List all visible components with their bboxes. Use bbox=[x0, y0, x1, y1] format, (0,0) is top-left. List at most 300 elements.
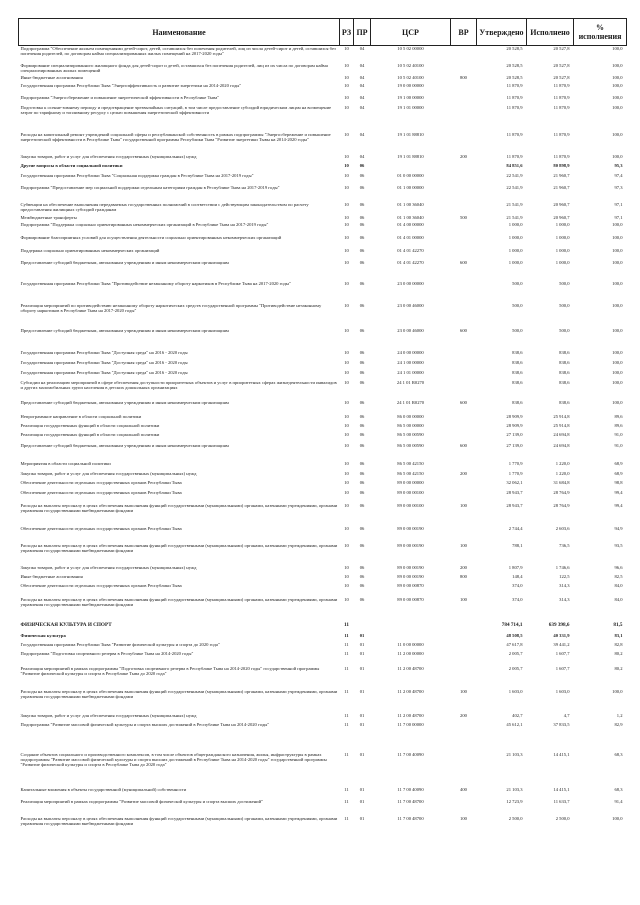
row-pr: 06 bbox=[359, 359, 365, 365]
row-pr: 06 bbox=[359, 542, 365, 548]
table-row bbox=[19, 215, 627, 222]
row-pr: 06 bbox=[359, 596, 365, 602]
row-vr bbox=[451, 163, 477, 173]
row-executed: 11 870,9 bbox=[553, 94, 570, 100]
row-pr: 04 bbox=[359, 131, 365, 137]
row-name: Обеспечение деятельности отдельных государственных органов Республики Тыва bbox=[20, 479, 182, 485]
row-executed: 500,0 bbox=[559, 327, 570, 333]
row-percent: 80,2 bbox=[614, 665, 623, 671]
row-name: Капитальные вложения в объекты государственной (муниципальной) собственности bbox=[20, 786, 187, 792]
row-percent: 91,0 bbox=[614, 431, 623, 437]
row-rz: 10 bbox=[344, 359, 349, 365]
row-csr: 86 5 00 42150 bbox=[397, 470, 424, 476]
row-rz: 10 bbox=[344, 280, 349, 286]
row-approved: 11 870,9 bbox=[506, 82, 523, 88]
row-name: Государственная программа Республики Тыва "Социальная поддержка граждан в Республике Тыва на 2017-2019 годы" bbox=[20, 172, 254, 178]
row-executed: 122,5 bbox=[559, 573, 570, 579]
row-name: Реализация мероприятий по противодействию незаконному обороту наркотических средств государственной программы "Противодействие незаконному обороту наркотиков в Республике Тыва на 2017-2020 годы" bbox=[20, 302, 322, 313]
table-row bbox=[19, 816, 627, 831]
row-csr: 11 2 00 48700 bbox=[397, 712, 424, 718]
row-approved: 500,0 bbox=[512, 327, 523, 333]
table-row bbox=[19, 173, 627, 185]
row-executed: 1 000,0 bbox=[555, 234, 570, 240]
row-executed: 1 000,0 bbox=[555, 259, 570, 265]
row-executed: 20 960,7 bbox=[553, 201, 570, 207]
row-executed: 838,6 bbox=[559, 379, 570, 385]
row-csr: 89 0 00 00870 bbox=[397, 582, 424, 588]
row-rz: 10 bbox=[344, 369, 349, 375]
table-row bbox=[19, 350, 627, 360]
table-row bbox=[19, 222, 627, 235]
row-csr: 19 1 00 00000 bbox=[397, 94, 424, 100]
budget-document bbox=[18, 18, 626, 831]
row-name: Расходы на выплаты персоналу в целях обеспечения выполнения функций государственными (муниципальными) органами, казенными учреждениями, органами управления государственными внебюджетными фондами bbox=[20, 815, 338, 826]
table-row bbox=[19, 713, 627, 722]
row-approved: 11 870,9 bbox=[506, 153, 523, 159]
row-vr bbox=[451, 370, 477, 380]
row-pr: 06 bbox=[359, 460, 365, 466]
row-approved: 1 770,9 bbox=[508, 470, 523, 476]
row-percent: 91,0 bbox=[614, 442, 623, 448]
row-executed: 11 870,9 bbox=[553, 82, 570, 88]
row-pr: 06 bbox=[359, 479, 365, 485]
header-rz: РЗ bbox=[340, 19, 354, 46]
row-percent: 82,8 bbox=[614, 641, 623, 647]
row-name: Межбюджетные трансферты bbox=[20, 214, 77, 220]
row-rz: 10 bbox=[344, 302, 349, 308]
row-executed: 2 500,0 bbox=[555, 815, 570, 821]
row-percent: 81,5 bbox=[613, 621, 623, 628]
row-approved: 22 541,9 bbox=[506, 172, 523, 178]
row-percent: 97,1 bbox=[614, 214, 623, 220]
budget-table bbox=[18, 18, 627, 831]
row-percent: 100,0 bbox=[612, 379, 623, 385]
row-csr: 86 5 00 00000 bbox=[397, 422, 424, 428]
row-name: Субсидии на реализацию мероприятий в сфере обеспечения доступности приоритетных объектов и услуг в приоритетных сферах жизнедеятельности инвалидов и других маломобильных групп населения в детских дошкольных организациях bbox=[20, 379, 337, 390]
row-percent: 84,0 bbox=[614, 582, 623, 588]
table-row bbox=[19, 443, 627, 461]
row-pr: 04 bbox=[359, 46, 365, 51]
row-csr: 86 5 00 42150 bbox=[397, 460, 424, 466]
row-approved: 1 770,9 bbox=[508, 460, 523, 466]
table-row bbox=[19, 432, 627, 443]
row-rz: 10 bbox=[344, 82, 349, 88]
row-vr: 200 bbox=[460, 153, 467, 159]
row-csr: 11 7 00 00000 bbox=[397, 721, 424, 727]
row-percent: 100,0 bbox=[612, 369, 623, 375]
table-row bbox=[19, 642, 627, 651]
row-name: Реализация мероприятий в рамках подпрограммы "Развитие массовой физической культуры и спорта высших достижений" bbox=[20, 798, 263, 804]
row-vr bbox=[451, 202, 477, 215]
row-percent: 1,2 bbox=[616, 712, 623, 718]
row-percent: 100,0 bbox=[612, 327, 623, 333]
row-percent: 100,0 bbox=[612, 104, 623, 110]
table-row bbox=[19, 799, 627, 816]
table-row bbox=[19, 574, 627, 583]
row-percent: 91,4 bbox=[614, 798, 623, 804]
row-vr: 200 bbox=[460, 712, 467, 718]
row-approved: 45 612,1 bbox=[506, 721, 523, 727]
row-rz: 10 bbox=[344, 172, 349, 178]
row-rz: 10 bbox=[344, 349, 349, 355]
row-rz: 11 bbox=[344, 786, 349, 792]
row-approved: 11 870,9 bbox=[506, 104, 523, 110]
row-pr: 01 bbox=[359, 665, 365, 671]
table-row bbox=[19, 752, 627, 787]
row-executed: 28 764,9 bbox=[553, 502, 570, 508]
table-row bbox=[19, 75, 627, 83]
row-executed: 21 960,7 bbox=[553, 184, 570, 190]
row-vr bbox=[451, 752, 477, 787]
table-row bbox=[19, 651, 627, 666]
row-pr: 01 bbox=[359, 650, 365, 656]
row-approved: 1 000,0 bbox=[508, 247, 523, 253]
row-pr: 01 bbox=[359, 751, 365, 757]
row-executed: 1 607,7 bbox=[555, 665, 570, 671]
row-percent: 83,1 bbox=[614, 632, 623, 638]
row-pr: 04 bbox=[359, 74, 365, 80]
table-row bbox=[19, 583, 627, 597]
row-vr bbox=[451, 461, 477, 471]
row-name: Государственная программа Республики Тыва "Противодействие незаконному обороту наркотиков в Республике Тыва на 2017-2020 годы" bbox=[20, 280, 291, 286]
row-approved: 2 744,4 bbox=[508, 525, 523, 531]
row-percent: 99,4 bbox=[614, 502, 623, 508]
row-vr bbox=[451, 423, 477, 432]
row-executed: 838,6 bbox=[559, 359, 570, 365]
row-vr bbox=[451, 666, 477, 689]
row-csr: 10 5 02 40100 bbox=[397, 62, 424, 68]
row-csr: 23 0 00 46000 bbox=[397, 302, 424, 308]
row-name: Подпрограмма "Предоставление мер социальной поддержки отдельным категориям граждан в Республике Тыва на 2017-2019 годы" bbox=[20, 184, 280, 190]
row-name: Подпрограмма "Энергосбережение и повышение энергетической эффективности в Республике Тыва" bbox=[20, 94, 220, 100]
row-approved: 11 870,9 bbox=[506, 94, 523, 100]
row-executed: 11 870,9 bbox=[553, 104, 570, 110]
row-csr: 10 5 02 00000 bbox=[397, 46, 424, 51]
table-row bbox=[19, 597, 627, 623]
row-vr bbox=[451, 248, 477, 260]
row-executed: 1 220,0 bbox=[555, 470, 570, 476]
row-vr: 100 bbox=[460, 542, 467, 548]
row-approved: 48 508,5 bbox=[506, 632, 523, 638]
table-row bbox=[19, 565, 627, 574]
table-row bbox=[19, 163, 627, 173]
row-pr: 04 bbox=[359, 82, 365, 88]
row-percent: 82,9 bbox=[614, 721, 623, 727]
table-row bbox=[19, 423, 627, 432]
row-executed: 20 960,7 bbox=[553, 214, 570, 220]
row-csr: 23 0 00 00000 bbox=[397, 280, 424, 286]
row-rz: 11 bbox=[344, 688, 349, 694]
row-percent: 98,8 bbox=[614, 479, 623, 485]
row-vr: 100 bbox=[460, 688, 467, 694]
row-vr bbox=[451, 95, 477, 105]
row-rz: 10 bbox=[344, 582, 349, 588]
row-csr: 01 0 00 00000 bbox=[397, 172, 424, 178]
row-vr: 800 bbox=[460, 573, 467, 579]
row-csr: 89 0 00 00000 bbox=[397, 479, 424, 485]
row-vr bbox=[451, 380, 477, 400]
table-row bbox=[19, 83, 627, 95]
row-approved: 1 000,0 bbox=[508, 234, 523, 240]
row-vr: 800 bbox=[460, 74, 467, 80]
row-csr: 86 0 00 00000 bbox=[397, 413, 424, 419]
header-csr: ЦСР bbox=[371, 19, 451, 46]
row-csr bbox=[371, 163, 451, 173]
row-csr: 24 1 01 R0270 bbox=[396, 399, 425, 405]
row-name: Закупка товаров, работ и услуг для обеспечения государственных (муниципальных) нужд bbox=[20, 564, 197, 570]
row-pr: 06 bbox=[359, 525, 365, 531]
row-rz: 10 bbox=[344, 247, 349, 253]
row-name: Другие вопросы в области социальной политики bbox=[20, 162, 123, 168]
row-csr: 89 0 00 00100 bbox=[397, 502, 424, 508]
row-name: Обеспечение деятельности отдельных государственных органов Республики Тыва bbox=[20, 525, 182, 531]
row-approved: 838,6 bbox=[512, 379, 523, 385]
row-name: Подпрограмма "Подготовка спортивного резерва в Республике Тыва на 2014-2020 годы" bbox=[20, 650, 194, 656]
row-pr: 06 bbox=[359, 502, 365, 508]
row-name: Государственная программа Республики Тыва "Развитие физической культуры и спорта до 2020 года" bbox=[20, 641, 220, 647]
row-approved: 21 103,3 bbox=[506, 751, 523, 757]
row-csr bbox=[371, 623, 451, 633]
row-executed: 1 220,0 bbox=[555, 460, 570, 466]
row-vr bbox=[451, 173, 477, 185]
table-row bbox=[19, 414, 627, 423]
row-pr: 01 bbox=[359, 786, 365, 792]
table-row bbox=[19, 95, 627, 105]
row-rz: 10 bbox=[344, 596, 349, 602]
row-name: Закупка товаров, работ и услуг для обеспечения государственных (муниципальных) нужд bbox=[20, 153, 197, 159]
row-rz: 11 bbox=[344, 751, 349, 757]
row-executed: 314,3 bbox=[559, 596, 570, 602]
row-approved: 84 851,6 bbox=[506, 162, 523, 168]
row-approved: 27 139,0 bbox=[506, 442, 523, 448]
row-rz: 10 bbox=[344, 399, 349, 405]
row-name: Обеспечение деятельности отдельных государственных органов Республики Тыва bbox=[20, 489, 182, 495]
row-pr: 06 bbox=[359, 349, 365, 355]
row-approved: 1 603,0 bbox=[508, 688, 523, 694]
row-percent: 93,5 bbox=[614, 542, 623, 548]
row-name: Подпрограмма "Поддержка социально ориентированных некоммерческих организаций в Республике Тыва на 2017-2019 годы" bbox=[20, 221, 269, 227]
row-approved: 12 723,9 bbox=[506, 798, 523, 804]
row-vr bbox=[451, 303, 477, 328]
row-percent: 89,6 bbox=[614, 413, 623, 419]
row-rz: 10 bbox=[344, 379, 349, 385]
row-executed: 1 746,6 bbox=[555, 564, 570, 570]
table-row bbox=[19, 328, 627, 350]
row-approved: 28 909,9 bbox=[506, 422, 523, 428]
row-percent: 68,3 bbox=[614, 751, 623, 757]
table-row bbox=[19, 260, 627, 281]
row-name: Физическая культура bbox=[20, 632, 66, 638]
row-vr bbox=[451, 222, 477, 235]
row-rz: 11 bbox=[344, 650, 349, 656]
row-csr: 11 2 00 00000 bbox=[397, 650, 424, 656]
row-vr bbox=[451, 185, 477, 202]
row-rz: 10 bbox=[344, 525, 349, 531]
row-approved: 2 005,7 bbox=[508, 650, 523, 656]
row-approved: 1 807,9 bbox=[508, 564, 523, 570]
row-rz: 10 bbox=[344, 542, 349, 548]
row-rz: 10 bbox=[344, 94, 349, 100]
row-csr: 24 1 01 R0270 bbox=[396, 379, 425, 385]
row-executed: 314,3 bbox=[559, 582, 570, 588]
row-csr: 19 0 00 00000 bbox=[397, 82, 424, 88]
row-name: Реализация мероприятий в рамках подпрограммы "Подготовка спортивного резерва в Республике Тыва на 2014-2020 годы" государственной программы "Развитие физической культуры и спорта в Республике Тыва до 2020 года" bbox=[20, 665, 320, 676]
row-csr: 24 1 01 00000 bbox=[397, 369, 424, 375]
table-row bbox=[19, 303, 627, 328]
row-approved: 20 528,5 bbox=[506, 62, 523, 68]
row-name: Расходы на выплаты персоналу в целях обеспечения выполнения функций государственными (муниципальными) органами, казенными учреждениями, органами управления государственными внебюджетными фондами bbox=[20, 542, 338, 553]
row-percent: 100,0 bbox=[612, 399, 623, 405]
row-rz: 10 bbox=[344, 74, 349, 80]
row-name: Государственная программа Республики Тыва "Доступная среда" на 2016 - 2020 годы bbox=[20, 349, 188, 355]
table-row bbox=[19, 526, 627, 543]
table-row bbox=[19, 281, 627, 303]
row-vr bbox=[451, 83, 477, 95]
row-name: Формирование специализированного жилищного фонда для детей-сирот и детей, оставшихся без попечения родителей, лиц из их числа по договорам найма специализированных жилых помещений bbox=[20, 62, 328, 73]
row-name: Поддержка социально ориентированных некоммерческих организаций bbox=[20, 247, 160, 253]
row-approved: 32 062,1 bbox=[506, 479, 523, 485]
row-csr: 19 1 01 88810 bbox=[397, 153, 424, 159]
row-vr bbox=[451, 63, 477, 75]
row-csr: 89 0 00 00190 bbox=[397, 564, 424, 570]
row-pr: 01 bbox=[359, 632, 365, 638]
row-rz: 10 bbox=[344, 442, 349, 448]
row-name: Расходы на выплаты персоналу в целях обеспечения выполнения функций государственными (муниципальными) органами, казенными учреждениями, органами управления государственными внебюджетными фондами bbox=[20, 688, 338, 699]
row-rz: 11 bbox=[344, 712, 349, 718]
row-csr: 11 2 00 48700 bbox=[397, 665, 424, 671]
row-name: Субвенции на обеспечение выполнения передаваемых государственных полномочий в соответствии с действующим законодательством по расчету предоставления жилищных субсидий гражданам bbox=[20, 201, 309, 212]
row-name: Предоставление субсидий бюджетным, автономным учреждениям и иным некоммерческим организациям bbox=[20, 399, 229, 405]
row-executed: 25 914,8 bbox=[553, 422, 570, 428]
row-vr bbox=[451, 480, 477, 490]
row-percent: 82,5 bbox=[614, 573, 623, 579]
row-executed: 20 527,8 bbox=[553, 62, 570, 68]
row-name: Расходы на выплаты персоналу в целях обеспечения выполнения функций государственными (муниципальными) органами, казенными учреждениями, органами управления государственными внебюджетными фондами bbox=[20, 596, 338, 607]
row-rz: 10 bbox=[344, 221, 349, 227]
row-pr: 06 bbox=[359, 399, 365, 405]
row-pr: 06 bbox=[359, 413, 365, 419]
table-row bbox=[19, 503, 627, 526]
row-name: Расходы на выплаты персоналу в целях обеспечения выполнения функций государственными (муниципальными) органами, казенными учреждениями, органами управления государственными внебюджетными фондами bbox=[20, 502, 338, 513]
header-pr: ПР bbox=[354, 19, 371, 46]
row-csr: 19 1 01 00000 bbox=[397, 104, 424, 110]
table-row bbox=[19, 235, 627, 248]
row-rz: 11 bbox=[344, 721, 349, 727]
row-pr: 01 bbox=[359, 798, 365, 804]
row-rz: 10 bbox=[344, 201, 349, 207]
row-approved: 500,0 bbox=[512, 280, 523, 286]
row-csr: 11 7 00 48700 bbox=[397, 798, 424, 804]
row-name: Закупка товаров, работ и услуг для обеспечения государственных (муниципальных) нужд bbox=[20, 712, 197, 718]
row-percent: 68,9 bbox=[614, 470, 623, 476]
row-name: Реализация государственных функций в области социальной политики bbox=[20, 422, 160, 428]
row-vr: 200 bbox=[460, 470, 467, 476]
row-percent: 99,4 bbox=[614, 489, 623, 495]
row-percent: 100,0 bbox=[612, 688, 623, 694]
row-percent: 100,0 bbox=[612, 74, 623, 80]
table-row bbox=[19, 722, 627, 752]
row-percent: 100,0 bbox=[612, 221, 623, 227]
header-approved: Утверждено bbox=[477, 19, 527, 46]
row-rz: 10 bbox=[344, 46, 349, 51]
row-rz: 11 bbox=[344, 798, 349, 804]
row-csr: 11 2 00 48700 bbox=[397, 688, 424, 694]
row-executed: 21 960,7 bbox=[553, 172, 570, 178]
row-vr bbox=[451, 414, 477, 423]
row-pr: 01 bbox=[359, 688, 365, 694]
row-pr: 04 bbox=[359, 94, 365, 100]
table-row bbox=[19, 132, 627, 154]
row-csr bbox=[371, 633, 451, 642]
row-pr: 06 bbox=[359, 221, 365, 227]
row-vr: 400 bbox=[460, 786, 467, 792]
row-pr: 06 bbox=[359, 369, 365, 375]
row-executed: 11 633,7 bbox=[553, 798, 570, 804]
table-body bbox=[19, 46, 627, 831]
row-approved: 11 870,9 bbox=[506, 131, 523, 137]
row-percent: 100,0 bbox=[612, 302, 623, 308]
row-executed: 639 398,6 bbox=[548, 621, 570, 628]
table-row bbox=[19, 633, 627, 642]
row-name: Предоставление субсидий бюджетным, автономным учреждениям и иным некоммерческим организациям bbox=[20, 442, 229, 448]
row-name: Расходы на капитальный ремонт учреждений социальной сферы и республиканской собственность в рамках подпрограммы "Энергосбережение и повышение энергетической эффективности в Республике Тыва" государственной программы Республики Тыва "Развитие энергетики Тывы на 2014-2020 годы" bbox=[20, 131, 331, 142]
row-vr bbox=[451, 46, 477, 63]
row-percent: 95,3 bbox=[614, 162, 623, 168]
row-name: Государственная программа Республики Тыва "Энергоэффективность и развитие энергетики на 2014-2020 годы" bbox=[20, 82, 242, 88]
row-name: Подпрограмма "Развитие массовой физической культуры и спорта высших достижений в Республике Тыва на 2014-2020 годы" bbox=[20, 721, 270, 727]
row-vr bbox=[451, 132, 477, 154]
row-name: Подготовка к осенне-зимнему периоду и предотвращение чрезвычайных ситуаций, в том числе предоставление субсидий юридическим лицам на возмещение затрат по тарифному и топливному ресурсу с целью повышения энергетической эффективности bbox=[20, 104, 332, 115]
row-pr: 06 bbox=[359, 327, 365, 333]
row-rz: 10 bbox=[344, 573, 349, 579]
row-name: Предоставление субсидий бюджетным, автономным учреждениям и иным некоммерческим организациям bbox=[20, 327, 229, 333]
row-approved: 838,6 bbox=[512, 349, 523, 355]
row-approved: 374,0 bbox=[512, 582, 523, 588]
row-vr bbox=[451, 235, 477, 248]
row-percent: 100,0 bbox=[612, 62, 623, 68]
row-rz: 11 bbox=[344, 641, 349, 647]
row-csr: 11 0 00 00000 bbox=[397, 641, 424, 647]
table-row bbox=[19, 471, 627, 480]
row-executed: 20 527,8 bbox=[553, 46, 570, 51]
row-approved: 1 000,0 bbox=[508, 221, 523, 227]
row-rz: 10 bbox=[344, 413, 349, 419]
row-name: Мероприятия в области социальной политики bbox=[20, 460, 111, 466]
row-name: Предоставление субсидий бюджетным, автономным учреждениям и иным некоммерческим организациям bbox=[20, 259, 229, 265]
row-name: Непрограммное направление в области социальной политики bbox=[20, 413, 142, 419]
row-approved: 784 714,1 bbox=[501, 621, 523, 628]
row-pr bbox=[354, 623, 371, 633]
row-csr: 89 0 00 00100 bbox=[397, 489, 424, 495]
row-vr bbox=[451, 526, 477, 543]
row-rz: 10 bbox=[344, 489, 349, 495]
row-name: Подпрограмма "Обеспечение жильем помещениями детей-сирот, детей, оставшихся без попечения родителей, лиц из числа детей-сирот и детей, оставшихся без попечения родителей, по договорам найма специализированных жилых помещений на 2017-2020 годы" bbox=[20, 46, 336, 56]
row-vr bbox=[451, 651, 477, 666]
row-vr bbox=[451, 490, 477, 503]
row-approved: 500,0 bbox=[512, 302, 523, 308]
row-pr: 06 bbox=[359, 201, 365, 207]
row-percent: 100,0 bbox=[612, 247, 623, 253]
row-percent: 97,4 bbox=[614, 172, 623, 178]
row-vr: 100 bbox=[460, 502, 467, 508]
table-row bbox=[19, 480, 627, 490]
row-pr: 06 bbox=[359, 214, 365, 220]
row-csr: 01 4 00 00000 bbox=[397, 221, 424, 227]
row-executed: 28 764,9 bbox=[553, 489, 570, 495]
row-vr: 200 bbox=[460, 564, 467, 570]
row-pr: 06 bbox=[359, 489, 365, 495]
table-row bbox=[19, 666, 627, 689]
